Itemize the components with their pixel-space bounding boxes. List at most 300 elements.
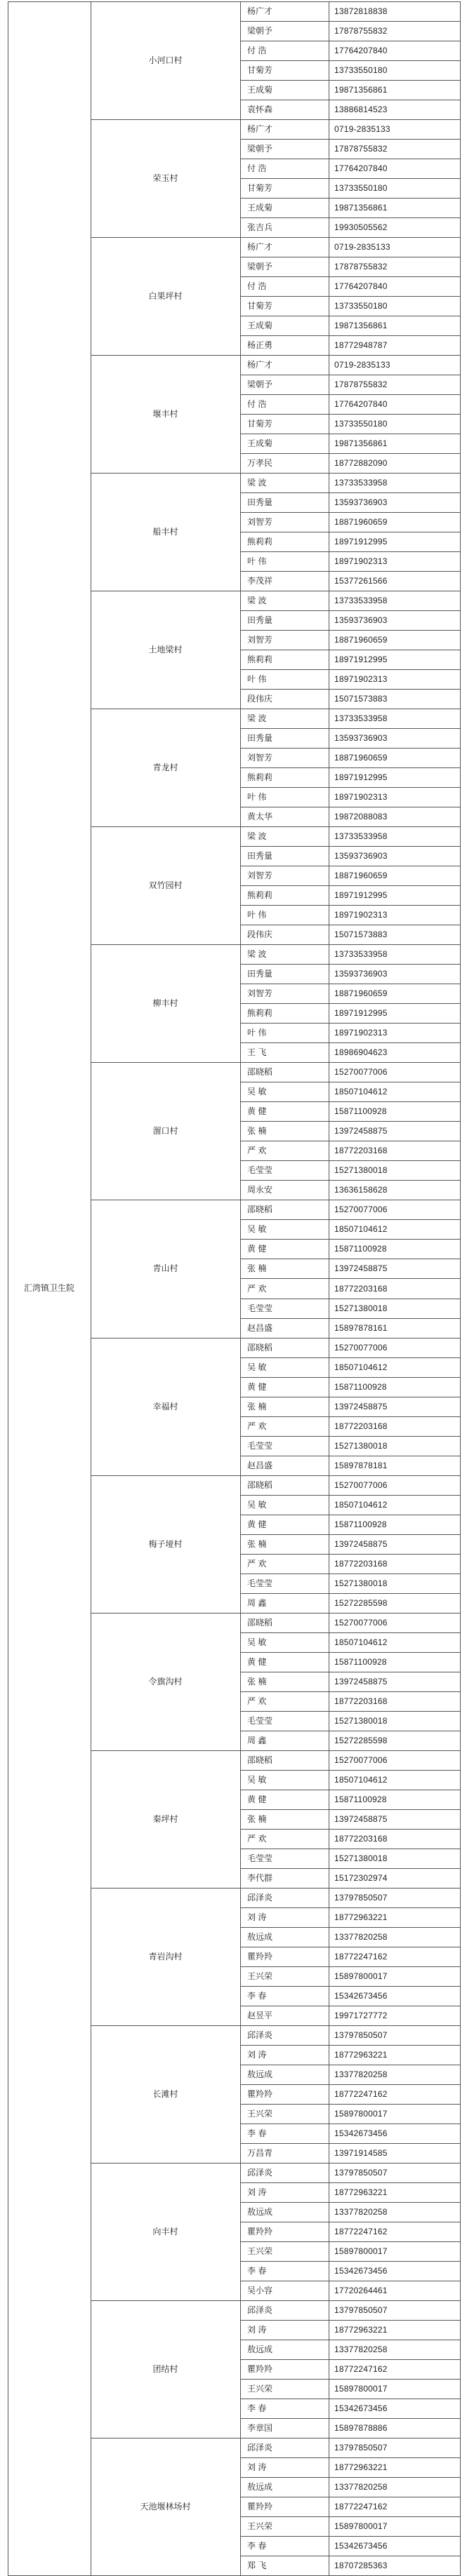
member-name: 叶 伟: [247, 910, 267, 920]
row-divider: [240, 198, 460, 199]
member-name: 严 欢: [247, 1421, 267, 1431]
row-divider: [240, 1023, 460, 1024]
member-name: 刘智芳: [247, 517, 273, 528]
member-name: 邱泽炎: [247, 2167, 273, 2178]
member-phone: 18971912995: [334, 655, 388, 665]
member-phone: 17878755832: [334, 144, 388, 154]
member-name: 熊莉莉: [247, 655, 273, 665]
village-divider: [91, 826, 240, 827]
member-phone: 18772963221: [334, 2187, 388, 2197]
member-phone: 13636158628: [334, 1185, 388, 1195]
member-name: 王 飞: [247, 1047, 267, 1058]
village-name: 团结村: [152, 2363, 178, 2374]
member-phone: 17878755832: [334, 380, 388, 390]
member-phone: 15271380018: [334, 1853, 388, 1863]
row-divider: [240, 2516, 460, 2517]
row-divider: [240, 1495, 460, 1496]
member-phone: 13972458875: [334, 1813, 388, 1824]
member-phone: 13593736903: [334, 851, 388, 861]
row-divider: [240, 2202, 460, 2203]
row-divider: [240, 2320, 460, 2321]
member-phone: 17764207840: [334, 281, 388, 292]
member-name: 叶 伟: [247, 674, 267, 685]
member-name: 邱泽炎: [247, 2442, 273, 2453]
row-divider: [240, 80, 460, 81]
member-phone: 15897800017: [334, 2383, 388, 2394]
village-name: 令旗沟村: [148, 1676, 183, 1686]
member-name: 刘智芳: [247, 871, 273, 881]
member-phone: 13593736903: [334, 733, 388, 744]
member-phone: 15871100928: [334, 1244, 387, 1254]
member-name: 黄 健: [247, 1656, 267, 1667]
village-name: 秦坪村: [152, 1813, 178, 1824]
member-name: 黄 健: [247, 1794, 267, 1804]
member-name: 甘菊芳: [247, 301, 273, 311]
member-phone: 15897878886: [334, 2422, 388, 2433]
row-divider: [240, 1888, 460, 1889]
member-phone: 18772247162: [334, 2088, 388, 2099]
village-divider: [91, 1613, 240, 1614]
member-phone: 18971912995: [334, 890, 388, 901]
village-divider: [91, 2438, 240, 2439]
member-phone: 15270077006: [334, 1617, 388, 1628]
member-name: 吴 敏: [247, 1087, 267, 1097]
member-phone: 13972458875: [334, 1126, 388, 1136]
member-name: 付 浩: [247, 163, 267, 174]
member-name: 吴小容: [247, 2285, 273, 2295]
row-divider: [240, 1554, 460, 1555]
member-name: 敖远成: [247, 2069, 273, 2079]
row-divider: [240, 2418, 460, 2419]
village-divider: [91, 2163, 240, 2164]
row-divider: [240, 1278, 460, 1279]
member-phone: 13377820258: [334, 2069, 388, 2079]
member-name: 杨广才: [247, 360, 273, 370]
member-name: 李代群: [247, 1872, 273, 1883]
row-divider: [240, 610, 460, 611]
row-divider: [240, 1593, 460, 1594]
member-name: 熊莉莉: [247, 537, 273, 547]
member-name: 毛莹莹: [247, 1853, 273, 1863]
member-phone: 18707285363: [334, 2560, 388, 2570]
member-phone: 17878755832: [334, 262, 388, 272]
member-phone: 13797850507: [334, 1892, 388, 1903]
member-name: 瞿羚羚: [247, 2501, 273, 2511]
member-name: 梁朝予: [247, 26, 273, 36]
member-name: 叶 伟: [247, 1028, 267, 1038]
member-name: 李茂祥: [247, 576, 273, 586]
member-name: 付 浩: [247, 399, 267, 410]
member-phone: 15897800017: [334, 2521, 388, 2531]
member-name: 严 欢: [247, 1558, 267, 1569]
row-divider: [240, 414, 460, 415]
village-name: 幸福村: [152, 1401, 178, 1411]
table-border-top: [8, 1, 461, 2]
member-phone: 18971912995: [334, 537, 388, 547]
member-name: 万昌青: [247, 2147, 273, 2158]
member-phone: 18871960659: [334, 988, 388, 999]
row-divider: [240, 60, 460, 61]
member-name: 赵昌盛: [247, 1322, 273, 1333]
row-divider: [240, 571, 460, 572]
village-name: 小河口村: [148, 55, 183, 66]
member-phone: 18772203168: [334, 1146, 388, 1156]
member-phone: 15272285598: [334, 1735, 388, 1745]
village-name: 柳丰村: [152, 998, 178, 1009]
member-phone: 18772203168: [334, 1421, 388, 1431]
member-name: 梁朝予: [247, 380, 273, 390]
village-name: 青岩沟村: [148, 1951, 183, 1961]
member-phone: 13733533958: [334, 478, 388, 488]
row-divider: [240, 1160, 460, 1161]
row-divider: [240, 1357, 460, 1358]
member-name: 邱泽炎: [247, 2030, 273, 2040]
member-phone: 15071573883: [334, 694, 388, 704]
member-name: 严 欢: [247, 1696, 267, 1706]
member-phone: 15377261566: [334, 576, 388, 586]
row-divider: [240, 355, 460, 356]
member-name: 吴 敏: [247, 1774, 267, 1785]
member-name: 王兴荣: [247, 2108, 273, 2119]
member-phone: 13377820258: [334, 2481, 388, 2492]
member-name: 杨正勇: [247, 340, 273, 351]
member-phone: 19871356861: [334, 85, 388, 95]
member-phone: 18772203168: [334, 1696, 388, 1706]
member-name: 黄太华: [247, 812, 273, 822]
member-phone: 18971902313: [334, 674, 388, 685]
table-border-right: [460, 1, 461, 2576]
member-name: 王成菊: [247, 85, 273, 95]
member-phone: 13797850507: [334, 2167, 388, 2178]
member-name: 郑 飞: [247, 2560, 267, 2570]
member-name: 杨广才: [247, 242, 273, 253]
member-phone: 13733550180: [334, 301, 388, 311]
member-phone: 15342673456: [334, 2403, 388, 2413]
member-phone: 15271380018: [334, 1440, 388, 1451]
village-name: 梅子垭村: [148, 1538, 183, 1549]
member-phone: 13972458875: [334, 1263, 388, 1274]
member-name: 刘智芳: [247, 753, 273, 763]
row-divider: [240, 1239, 460, 1240]
member-name: 付 浩: [247, 46, 267, 56]
member-name: 王兴荣: [247, 2246, 273, 2256]
column-divider: [240, 1, 241, 2576]
member-name: 叶 伟: [247, 792, 267, 803]
row-divider: [240, 2143, 460, 2144]
member-name: 王成菊: [247, 203, 273, 213]
village-name: 双竹园村: [148, 880, 183, 891]
member-name: 刘智芳: [247, 635, 273, 645]
village-divider: [91, 2025, 240, 2026]
row-divider: [240, 1318, 460, 1319]
row-divider: [240, 1632, 460, 1633]
member-name: 严 欢: [247, 1283, 267, 1294]
member-name: 张吉兵: [247, 222, 273, 233]
row-divider: [240, 1534, 460, 1535]
member-phone: 15897878161: [334, 1322, 388, 1333]
row-divider: [240, 139, 460, 140]
member-phone: 18772247162: [334, 1951, 388, 1961]
member-name: 万孝民: [247, 458, 273, 469]
member-name: 邵晓稻: [247, 1617, 273, 1628]
row-divider: [240, 178, 460, 179]
member-name: 瞿羚羚: [247, 2363, 273, 2374]
row-divider: [240, 1042, 460, 1043]
row-divider: [240, 2104, 460, 2105]
village-name: 溜口村: [152, 1126, 178, 1136]
row-divider: [240, 1986, 460, 1987]
member-name: 段伟庆: [247, 930, 273, 940]
member-phone: 17764207840: [334, 46, 388, 56]
member-name: 张 楠: [247, 1538, 267, 1549]
member-phone: 18871960659: [334, 517, 388, 528]
member-name: 刘智芳: [247, 988, 273, 999]
row-divider: [240, 1966, 460, 1967]
row-divider: [240, 1062, 460, 1063]
member-phone: 15270077006: [334, 1205, 388, 1215]
member-phone: 18507104612: [334, 1362, 388, 1372]
member-phone: 19872088083: [334, 812, 388, 822]
member-name: 袁怀森: [247, 105, 273, 115]
member-name: 黄 健: [247, 1519, 267, 1529]
row-divider: [240, 551, 460, 552]
member-phone: 19930505562: [334, 222, 388, 233]
village-name: 长滩村: [152, 2088, 178, 2099]
member-phone: 19871356861: [334, 438, 388, 449]
hospital-name: 汇湾镇卫生院: [23, 1283, 75, 1293]
member-name: 黄 健: [247, 1244, 267, 1254]
row-divider: [240, 1711, 460, 1712]
village-divider: [91, 1062, 240, 1063]
member-name: 李 春: [247, 2128, 267, 2138]
member-phone: 15342673456: [334, 2540, 388, 2551]
village-divider: [91, 473, 240, 474]
village-name: 土地梁村: [148, 645, 183, 655]
member-phone: 15342673456: [334, 1990, 388, 2001]
row-divider: [240, 630, 460, 631]
row-divider: [240, 1101, 460, 1102]
member-name: 周 鑫: [247, 1597, 267, 1608]
member-phone: 19971727772: [334, 2010, 388, 2020]
row-divider: [240, 944, 460, 945]
member-name: 杨广才: [247, 6, 273, 16]
member-name: 刘 涛: [247, 2049, 267, 2060]
row-divider: [240, 1180, 460, 1181]
village-name: 青龙村: [152, 763, 178, 773]
member-phone: 13593736903: [334, 615, 388, 626]
row-divider: [240, 964, 460, 965]
row-divider: [240, 2025, 460, 2026]
member-phone: 15071573883: [334, 930, 388, 940]
member-phone: 18871960659: [334, 753, 388, 763]
row-divider: [240, 689, 460, 690]
member-name: 邵晓稻: [247, 1755, 273, 1765]
member-name: 黄 健: [247, 1106, 267, 1117]
member-name: 赵昌盛: [247, 1460, 273, 1470]
member-name: 刘 涛: [247, 2462, 267, 2472]
village-divider: [91, 944, 240, 945]
member-phone: 18772203168: [334, 1833, 388, 1844]
member-name: 李章国: [247, 2422, 273, 2433]
member-phone: 13733550180: [334, 419, 388, 429]
member-phone: 18971902313: [334, 1028, 388, 1038]
row-divider: [240, 276, 460, 277]
member-name: 敖远成: [247, 2206, 273, 2217]
row-divider: [240, 2045, 460, 2046]
member-phone: 18772882090: [334, 458, 388, 469]
row-divider: [240, 237, 460, 238]
member-phone: 18986904623: [334, 1047, 388, 1058]
member-name: 周 鑫: [247, 1735, 267, 1745]
member-phone: 19871356861: [334, 321, 388, 331]
member-phone: 15871100928: [334, 1794, 387, 1804]
row-divider: [240, 1338, 460, 1339]
member-phone: 18507104612: [334, 1774, 388, 1785]
member-phone: 0719-2835133: [334, 124, 390, 135]
member-phone: 13733533958: [334, 713, 388, 724]
row-divider: [240, 748, 460, 749]
row-divider: [240, 21, 460, 22]
member-phone: 18772948787: [334, 340, 388, 351]
row-divider: [240, 1416, 460, 1417]
member-phone: 13971914585: [334, 2147, 388, 2158]
member-name: 邵晓稻: [247, 1205, 273, 1215]
row-divider: [240, 2163, 460, 2164]
member-name: 敖远成: [247, 2344, 273, 2354]
member-name: 梁 波: [247, 596, 267, 606]
row-divider: [240, 119, 460, 120]
row-divider: [240, 2457, 460, 2458]
member-phone: 15871100928: [334, 1656, 387, 1667]
member-name: 王兴荣: [247, 2383, 273, 2394]
member-name: 吴 敏: [247, 1362, 267, 1372]
row-divider: [240, 846, 460, 847]
row-divider: [240, 1691, 460, 1692]
member-phone: 15271380018: [334, 1715, 388, 1726]
member-phone: 15172302974: [334, 1872, 388, 1883]
village-name: 堰丰村: [152, 409, 178, 420]
member-phone: 15270077006: [334, 1342, 388, 1353]
member-phone: 18772247162: [334, 2226, 388, 2236]
row-divider: [240, 2438, 460, 2439]
member-phone: 15270077006: [334, 1480, 388, 1490]
member-phone: 19871356861: [334, 203, 388, 213]
member-phone: 17720264461: [334, 2285, 388, 2295]
member-name: 张 楠: [247, 1263, 267, 1274]
member-phone: 18971902313: [334, 792, 388, 803]
row-divider: [240, 1003, 460, 1004]
member-name: 田秀量: [247, 851, 273, 861]
member-phone: 13797850507: [334, 2030, 388, 2040]
member-name: 田秀量: [247, 497, 273, 508]
member-phone: 13377820258: [334, 2344, 388, 2354]
member-phone: 15271380018: [334, 1165, 388, 1176]
member-name: 熊莉莉: [247, 890, 273, 901]
member-name: 吴 敏: [247, 1224, 267, 1235]
member-name: 邵晓稻: [247, 1342, 273, 1353]
member-phone: 17878755832: [334, 26, 388, 36]
member-name: 付 浩: [247, 281, 267, 292]
member-phone: 18507104612: [334, 1637, 388, 1647]
row-divider: [240, 1907, 460, 1908]
member-name: 吴 敏: [247, 1637, 267, 1647]
row-divider: [240, 512, 460, 513]
member-name: 李 春: [247, 2540, 267, 2551]
village-divider: [91, 355, 240, 356]
member-name: 梁 波: [247, 478, 267, 488]
member-phone: 15871100928: [334, 1106, 387, 1117]
member-phone: 13377820258: [334, 1931, 388, 1942]
row-divider: [240, 1121, 460, 1122]
village-name: 天池堰林场村: [140, 2501, 191, 2511]
village-divider: [91, 237, 240, 238]
village-name: 船丰村: [152, 527, 178, 537]
row-divider: [240, 787, 460, 788]
member-phone: 13872818838: [334, 6, 388, 16]
member-phone: 15342673456: [334, 2128, 388, 2138]
member-phone: 13733533958: [334, 831, 388, 842]
row-divider: [240, 394, 460, 395]
member-name: 赵昱平: [247, 2010, 273, 2020]
member-phone: 18971912995: [334, 1008, 388, 1019]
member-name: 刘 涛: [247, 2187, 267, 2197]
village-divider: [91, 1750, 240, 1751]
member-phone: 13797850507: [334, 2442, 388, 2453]
member-name: 王兴荣: [247, 2521, 273, 2531]
row-divider: [240, 1809, 460, 1810]
row-divider: [240, 1829, 460, 1830]
village-divider: [91, 1475, 240, 1476]
member-name: 李 春: [247, 1990, 267, 2001]
row-divider: [240, 2261, 460, 2262]
row-divider: [240, 2300, 460, 2301]
member-name: 邱泽炎: [247, 2305, 273, 2315]
row-divider: [240, 1750, 460, 1751]
member-phone: 18871960659: [334, 635, 388, 645]
village-name: 白果坪村: [148, 291, 183, 302]
member-name: 甘菊芳: [247, 65, 273, 76]
member-phone: 13886814523: [334, 105, 388, 115]
member-name: 张 楠: [247, 1813, 267, 1824]
row-divider: [240, 2182, 460, 2183]
member-phone: 18772247162: [334, 2501, 388, 2511]
member-phone: 15897800017: [334, 2246, 388, 2256]
member-phone: 13972458875: [334, 1676, 388, 1686]
row-divider: [240, 1219, 460, 1220]
village-divider: [91, 2300, 240, 2301]
row-divider: [240, 453, 460, 454]
member-name: 刘 涛: [247, 1912, 267, 1922]
member-phone: 15897800017: [334, 1971, 388, 1981]
member-name: 毛莹莹: [247, 1715, 273, 1726]
member-phone: 15897800017: [334, 2108, 388, 2119]
member-phone: 18772963221: [334, 2462, 388, 2472]
member-phone: 18772963221: [334, 2324, 388, 2335]
member-name: 黄 健: [247, 1381, 267, 1392]
member-name: 梁 波: [247, 949, 267, 960]
row-divider: [240, 2379, 460, 2380]
member-name: 梁 波: [247, 713, 267, 724]
member-name: 毛莹莹: [247, 1440, 273, 1451]
member-name: 梁朝予: [247, 144, 273, 154]
member-phone: 18971902313: [334, 556, 388, 567]
member-phone: 15270077006: [334, 1755, 388, 1765]
member-phone: 13733533958: [334, 949, 388, 960]
member-name: 李 春: [247, 2403, 267, 2413]
member-phone: 15897878181: [334, 1460, 388, 1470]
member-name: 邱泽炎: [247, 1892, 273, 1903]
member-phone: 17764207840: [334, 163, 388, 174]
